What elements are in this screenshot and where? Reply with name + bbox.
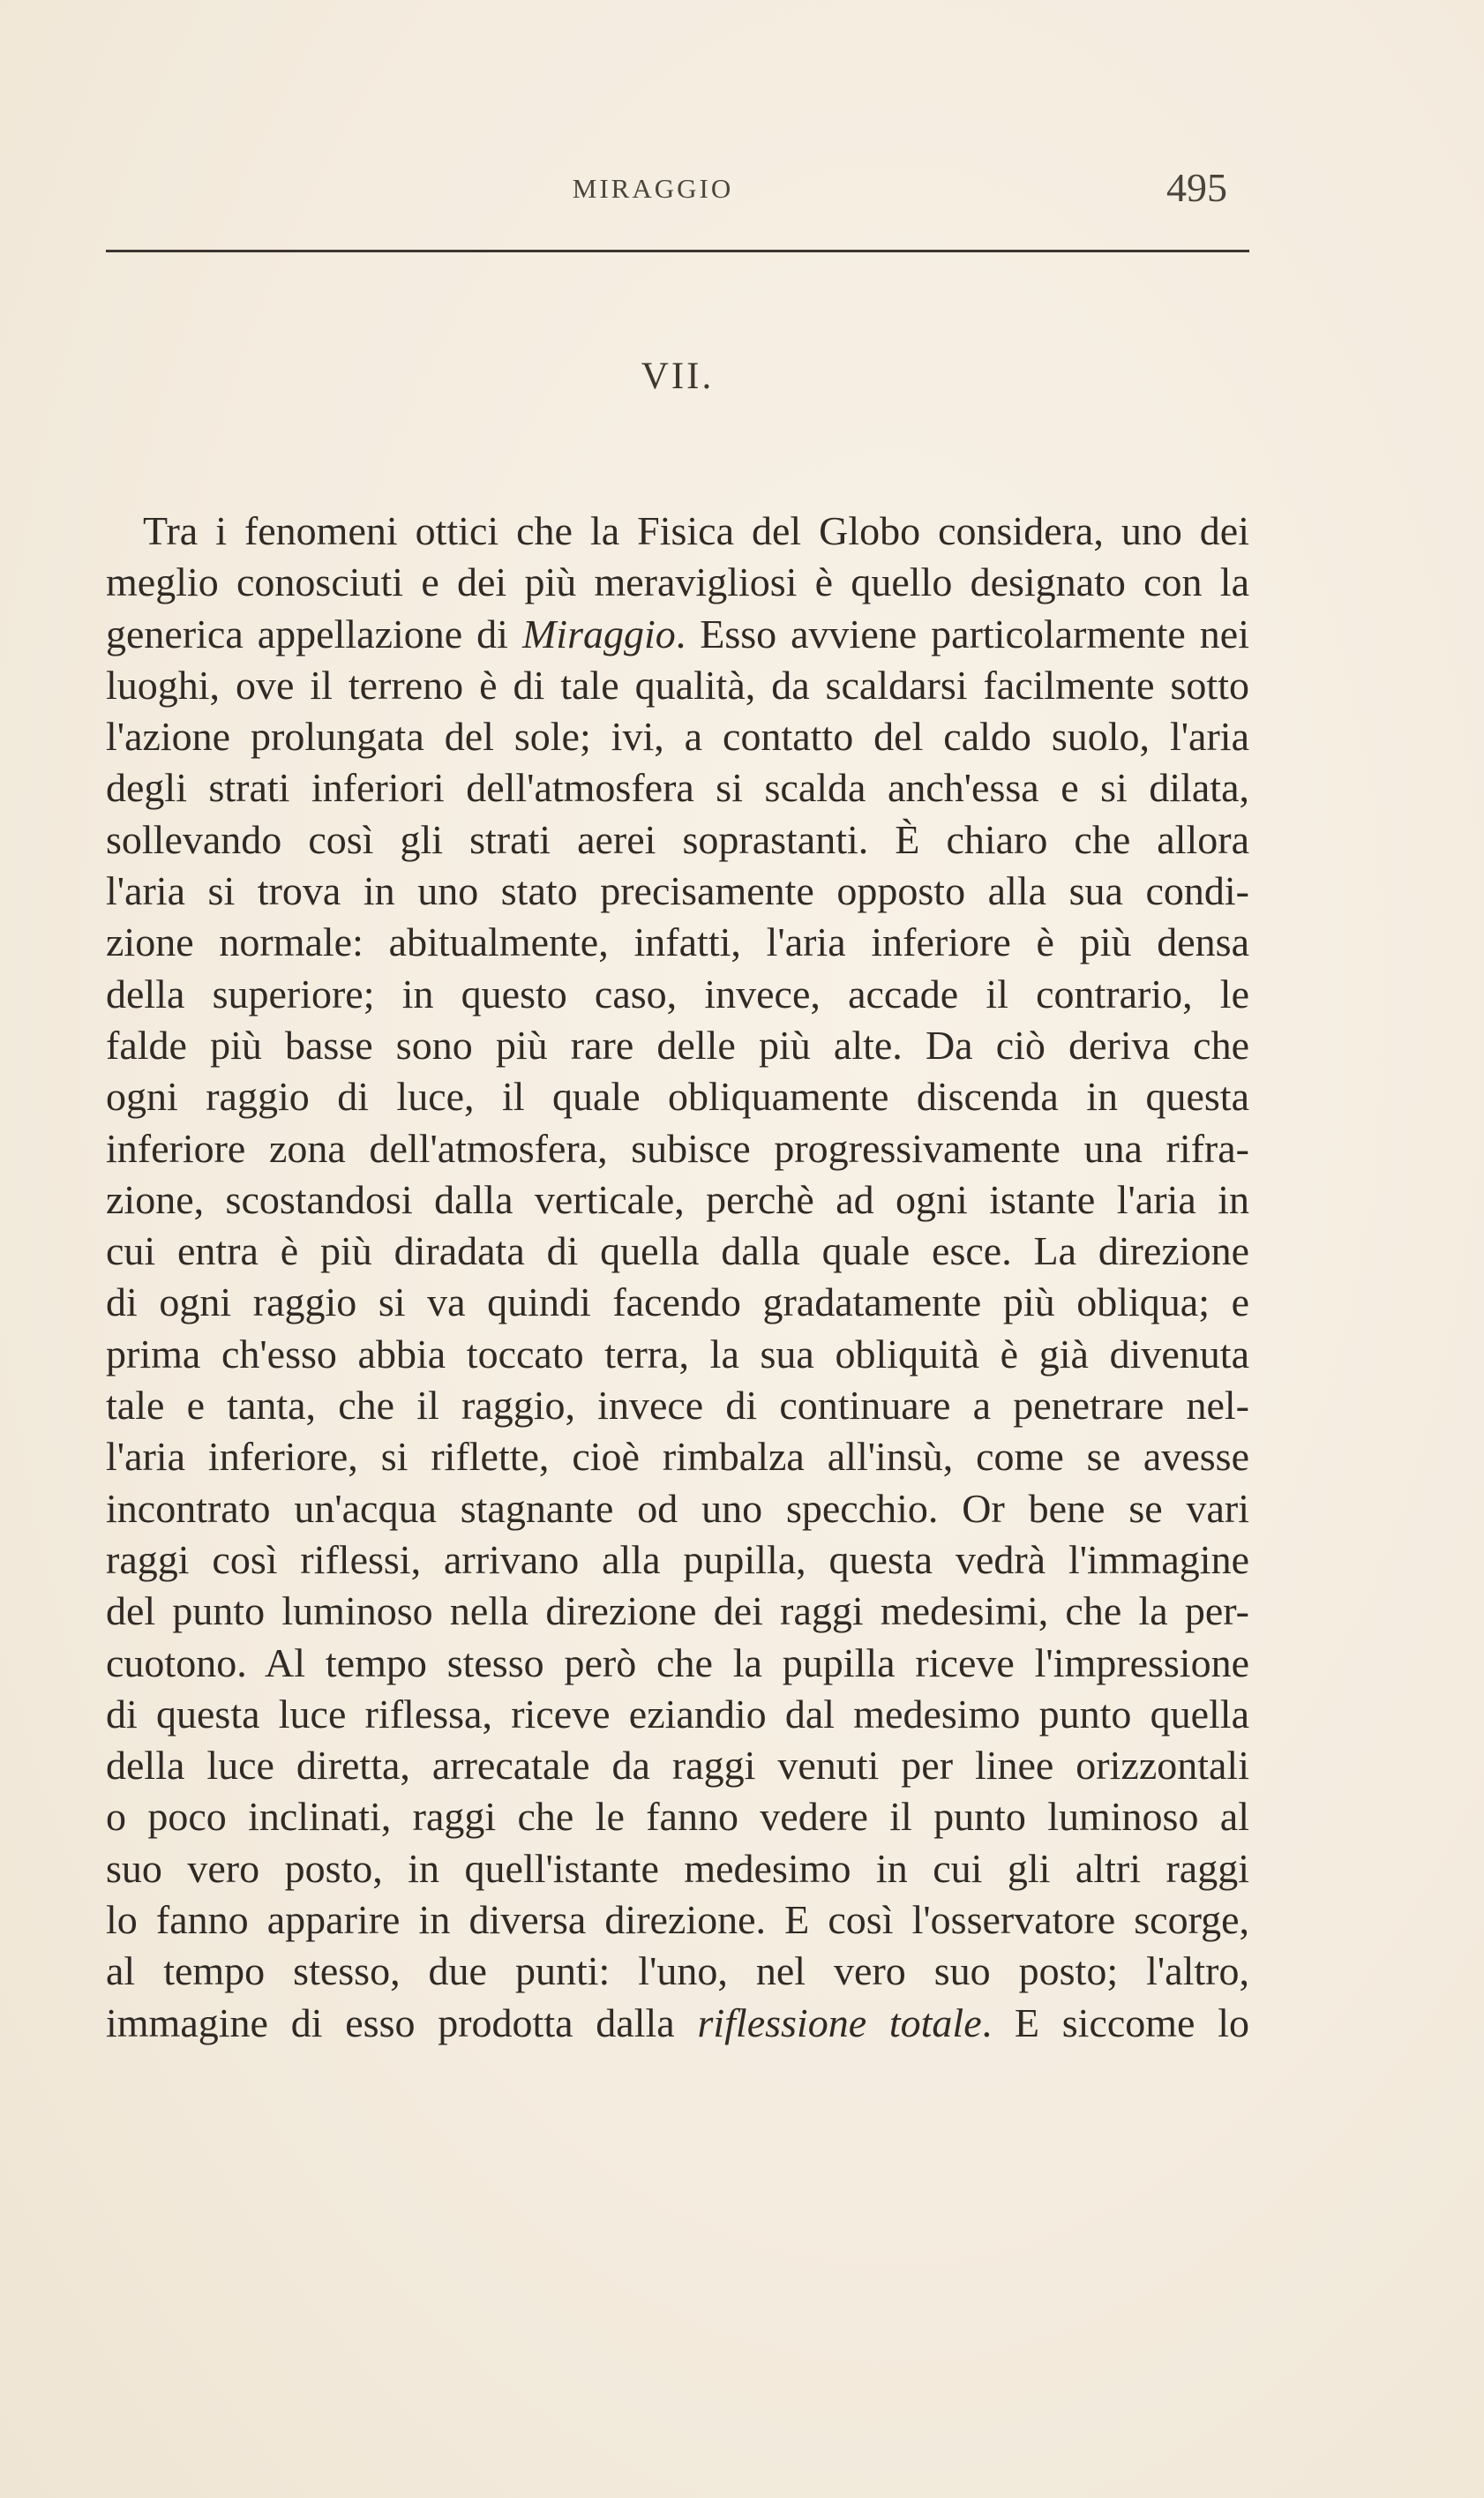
text-line (106, 557, 1249, 608)
italic-term: Miraggio (521, 611, 676, 656)
text-line (106, 917, 1249, 968)
page-header (0, 164, 1484, 226)
text-run: suo vero posto, in quell'istante medesimo in cui gli altri raggi (106, 1845, 1249, 1891)
text-run: prima ch'esso abbia toccato terra, la sua obliquità è già divenuta (106, 1331, 1249, 1377)
text-line (106, 1380, 1249, 1431)
text-line (106, 1174, 1249, 1226)
text-run: falde più basse sono più rare delle più alte. Da ciò deriva che (106, 1022, 1249, 1068)
text-line (106, 506, 1249, 557)
text-run: incontrato un'acqua stagnante od uno specchio. Or bene se vari (106, 1485, 1249, 1531)
text-run: . E siccome lo (981, 1999, 1250, 2045)
page-number: 495 (1166, 165, 1227, 210)
body-paragraph (106, 506, 1249, 2049)
text-run: l'azione prolungata del sole; ivi, a contatto del caldo suolo, l'aria (106, 714, 1249, 760)
text-line (106, 762, 1249, 814)
text-line (106, 609, 1249, 660)
text-run: meglio conosciuti e dei più meravigliosi è quello designato con la (106, 559, 1249, 605)
text-line (106, 660, 1249, 711)
text-line (106, 969, 1249, 1020)
text-line (106, 1894, 1249, 1946)
text-line (106, 1329, 1249, 1380)
text-run: al tempo stesso, due punti: l'uno, nel vero suo posto; l'altro, (106, 1948, 1249, 1994)
text-run: cui entra è più diradata di quella dalla quale esce. La direzione (106, 1228, 1249, 1274)
text-run: zione, scostandosi dalla verticale, perchè ad ogni istante l'aria in (106, 1176, 1249, 1222)
text-line (106, 1791, 1249, 1842)
text-line (106, 1740, 1249, 1791)
text-line (106, 1534, 1249, 1586)
text-run: cuotono. Al tempo stesso però che la pupilla riceve l'impressione (106, 1639, 1249, 1685)
text-line (106, 1020, 1249, 1071)
text-run: di ogni raggio si va quindi facendo gradatamente più obliqua; e (106, 1279, 1249, 1325)
text-run: l'aria inferiore, si riflette, cioè rimbalza all'insù, come se avesse (106, 1434, 1249, 1480)
text-line (106, 711, 1249, 762)
text-line (106, 1071, 1249, 1122)
text-run: o poco inclinati, raggi che le fanno vedere il punto luminoso al (106, 1794, 1249, 1840)
text-line (106, 814, 1249, 866)
text-line (106, 1946, 1249, 1997)
text-run: . Esso avviene particolarmente nei (675, 611, 1249, 656)
text-run: raggi così riflessi, arrivano alla pupilla, questa vedrà l'immagine (106, 1536, 1249, 1582)
text-line (106, 1431, 1249, 1482)
text-run: generica appellazione di (106, 611, 522, 656)
text-line (106, 1638, 1249, 1689)
text-line (106, 1689, 1249, 1740)
text-line (106, 1843, 1249, 1894)
text-run: luoghi, ove il terreno è di tale qualità, da scaldarsi facilmente sotto (106, 662, 1249, 708)
italic-term: riflessione totale (697, 1999, 982, 2045)
text-run: zione normale: abitualmente, infatti, l'aria inferiore è più densa (106, 919, 1249, 965)
text-run: sollevando così gli strati aerei soprastanti. È chiaro che allora (106, 816, 1249, 862)
header-rule (106, 250, 1249, 252)
text-run: degli strati inferiori dell'atmosfera si scalda anch'essa e si dilata, (106, 765, 1249, 811)
text-run: lo fanno apparire in diversa direzione. E così l'osservatore scorge, (106, 1897, 1249, 1943)
text-run: tale e tanta, che il raggio, invece di continuare a penetrare nel- (106, 1383, 1249, 1429)
text-run: inferiore zona dell'atmosfera, subisce progressivamente una rifra- (106, 1125, 1249, 1171)
text-run: di questa luce riflessa, riceve eziandio dal medesimo punto quella (106, 1691, 1249, 1737)
running-head: MIRAGGIO (572, 173, 734, 204)
text-line (106, 1483, 1249, 1534)
text-run: della superiore; in questo caso, invece, accade il contrario, le (106, 971, 1249, 1016)
text-line (106, 1277, 1249, 1328)
text-run: immagine di esso prodotta dalla (106, 1999, 698, 2045)
text-line (106, 1586, 1249, 1637)
section-number: VII. (641, 356, 715, 397)
text-run: della luce diretta, arrecatale da raggi venuti per linee orizzontali (106, 1743, 1249, 1789)
text-run: l'aria si trova in uno stato precisamente opposto alla sua condi- (106, 868, 1249, 914)
text-line (106, 1123, 1249, 1174)
text-run: Tra i fenomeni ottici che la Fisica del Globo considera, uno dei (143, 508, 1249, 553)
text-run: del punto luminoso nella direzione dei raggi medesimi, che la per- (106, 1588, 1249, 1634)
text-run: ogni raggio di luce, il quale obliquamente discenda in questa (106, 1074, 1249, 1120)
text-line (106, 1998, 1249, 2049)
text-line (106, 866, 1249, 917)
text-line (106, 1226, 1249, 1277)
